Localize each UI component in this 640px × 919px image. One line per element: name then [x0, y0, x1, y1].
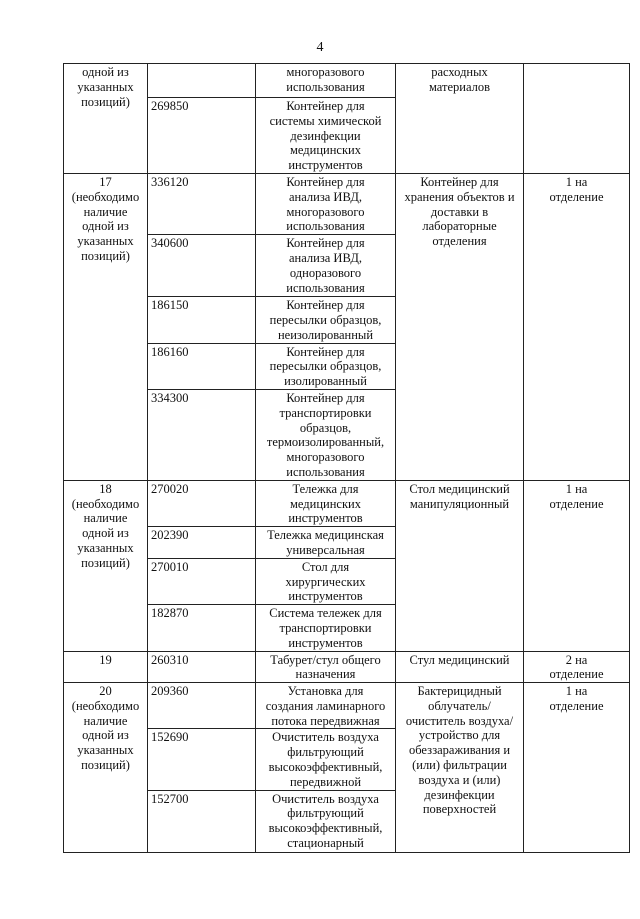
- code-cell: 340600: [148, 235, 256, 297]
- name-cell: Стол для хирургических инструментов: [256, 558, 396, 604]
- category-cell: Контейнер для хранения объектов и доставки в лабораторные отделения: [396, 173, 524, 480]
- table-row: [64, 651, 630, 683]
- position-cell: 17 (необходимо наличие одной из указанных позиций): [64, 173, 148, 480]
- code-cell: 182870: [148, 605, 256, 651]
- name-cell: Установка для создания ламинарного потока передвижная: [256, 683, 396, 729]
- code-cell: 269850: [148, 98, 256, 174]
- equipment-table: [63, 63, 630, 853]
- category-cell: Стул медицинский: [396, 651, 524, 683]
- name-cell: Система тележек для транспортировки инструментов: [256, 605, 396, 651]
- code-cell: 202390: [148, 527, 256, 559]
- table-row: [64, 480, 630, 526]
- name-cell: Контейнер для транспортировки образцов, термоизолированный, многоразового использования: [256, 389, 396, 480]
- table-row: [64, 64, 630, 98]
- quantity-cell: [524, 64, 630, 174]
- quantity-cell: 1 на отделение: [524, 173, 630, 480]
- code-cell: 209360: [148, 683, 256, 729]
- category-cell: Стол медицинский манипуляционный: [396, 480, 524, 651]
- quantity-cell: 1 на отделение: [524, 683, 630, 853]
- name-cell: Контейнер для пересылки образцов, изолированный: [256, 343, 396, 389]
- code-cell: 186150: [148, 297, 256, 343]
- code-cell: 152700: [148, 790, 256, 852]
- name-cell: Контейнер для пересылки образцов, неизолированный: [256, 297, 396, 343]
- category-cell: расходных материалов: [396, 64, 524, 174]
- name-cell: Контейнер для системы химической дезинфекции медицинских инструментов: [256, 98, 396, 174]
- page-number: 4: [316, 40, 324, 55]
- name-cell: Контейнер для анализа ИВД, многоразового использования: [256, 173, 396, 234]
- code-cell: 334300: [148, 389, 256, 480]
- code-cell: 270010: [148, 558, 256, 604]
- equipment-table-body: [64, 64, 630, 853]
- code-cell: 152690: [148, 729, 256, 790]
- name-cell: Контейнер для анализа ИВД, одноразового использования: [256, 235, 396, 297]
- code-cell: 186160: [148, 343, 256, 389]
- code-cell: 260310: [148, 651, 256, 683]
- table-row: [64, 683, 630, 729]
- position-cell: 20 (необходимо наличие одной из указанных позиций): [64, 683, 148, 853]
- table-row: [64, 173, 630, 234]
- category-cell: Бактерицидный облучатель/ очиститель воздуха/ устройство для обеззараживания и (или) фильтрации воздуха и (или) дезинфекции поверхностей: [396, 683, 524, 853]
- quantity-cell: 1 на отделение: [524, 480, 630, 651]
- position-cell: 19: [64, 651, 148, 683]
- name-cell: Табурет/стул общего назначения: [256, 651, 396, 683]
- position-cell: 18 (необходимо наличие одной из указанных позиций): [64, 480, 148, 651]
- name-cell: Тележка для медицинских инструментов: [256, 480, 396, 526]
- code-cell: 336120: [148, 173, 256, 234]
- name-cell: Очиститель воздуха фильтрующий высокоэффективный, стационарный: [256, 790, 396, 852]
- position-cell: одной из указанных позиций): [64, 64, 148, 174]
- code-cell: 270020: [148, 480, 256, 526]
- name-cell: Тележка медицинская универсальная: [256, 527, 396, 559]
- code-cell: [148, 64, 256, 98]
- name-cell: Очиститель воздуха фильтрующий высокоэффективный, передвижной: [256, 729, 396, 790]
- name-cell: многоразового использования: [256, 64, 396, 98]
- quantity-cell: 2 на отделение: [524, 651, 630, 683]
